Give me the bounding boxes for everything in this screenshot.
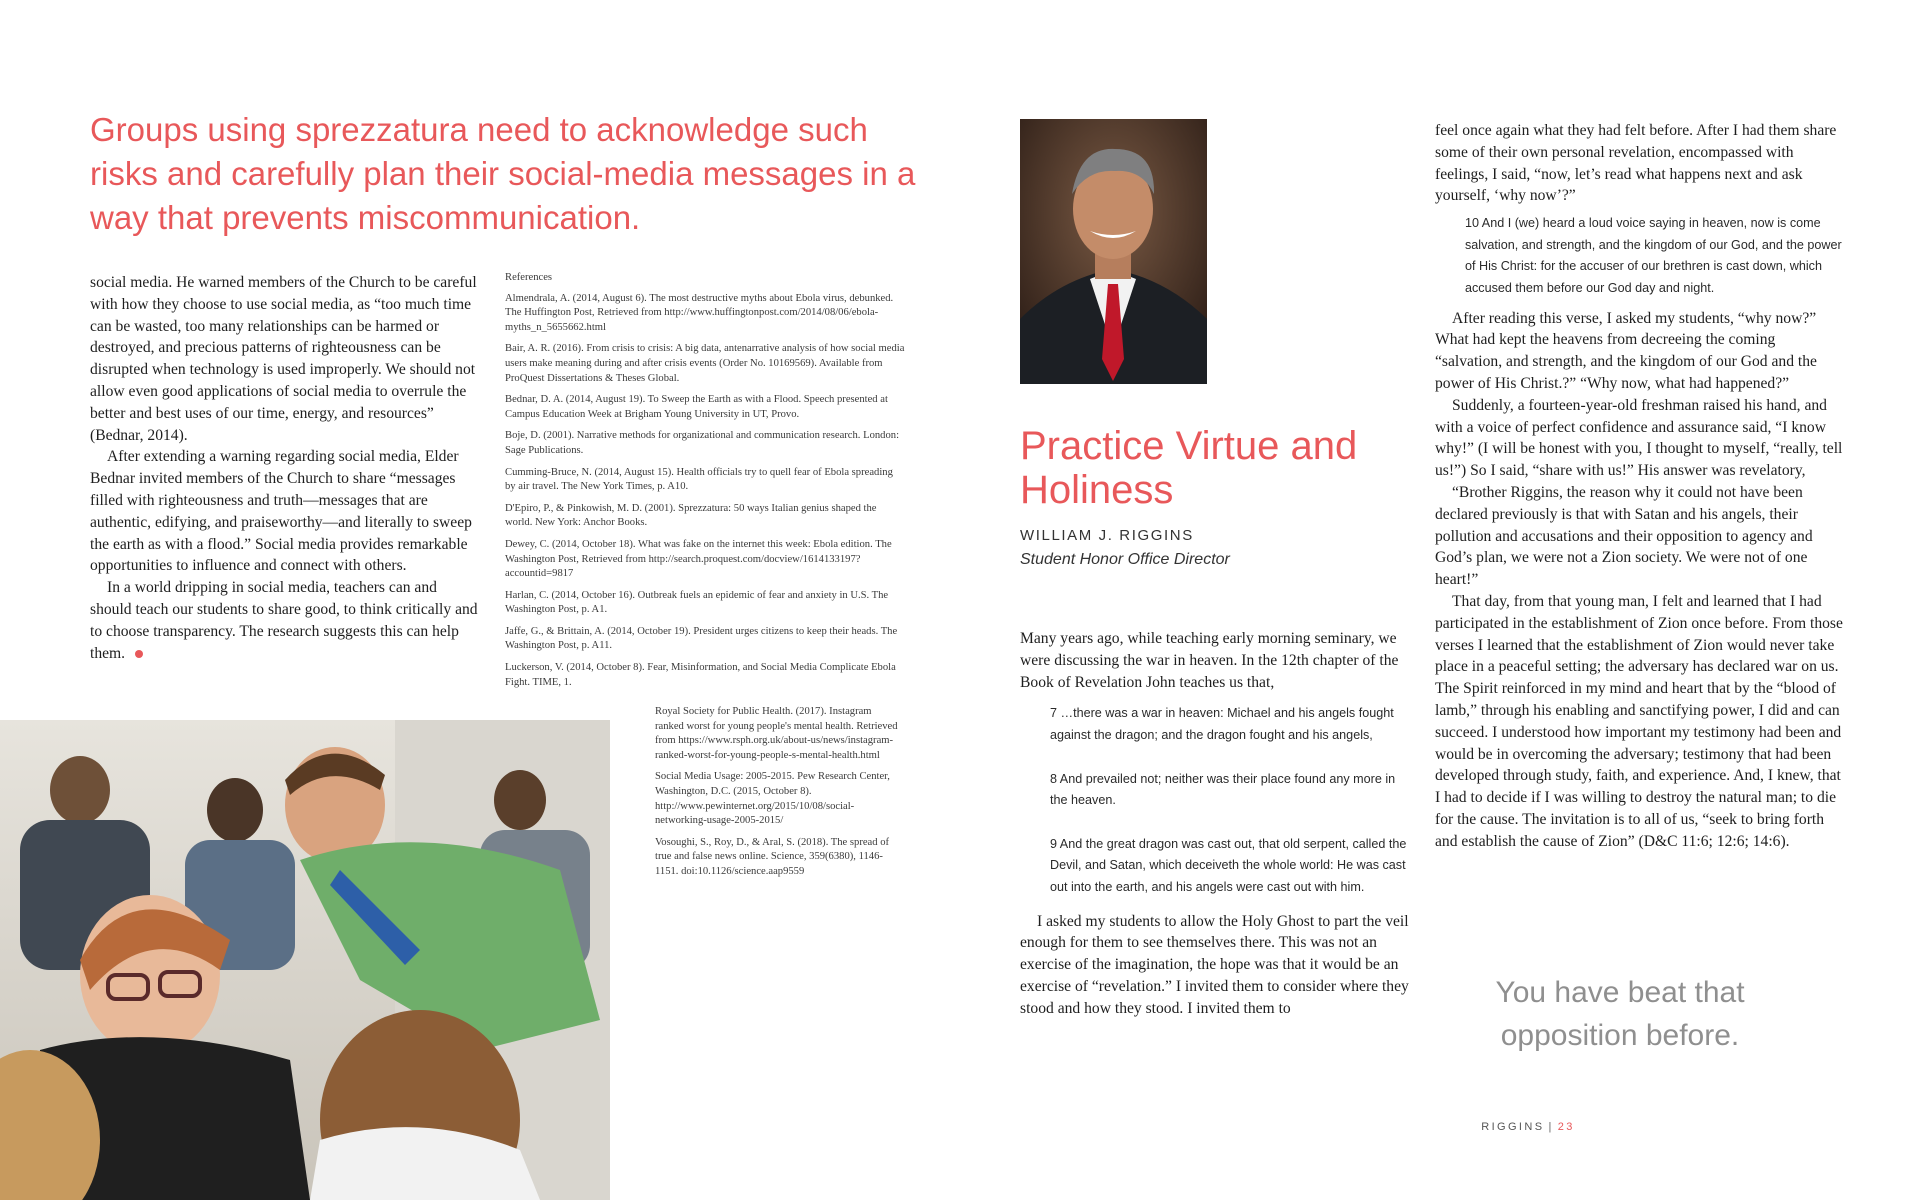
author-role: Student Honor Office Director (1020, 551, 1230, 568)
body-paragraph: After reading this verse, I asked my students, “why now?” What had kept the heavens from decreeing the coming “salvation, and strength, and the kingdom of our God and the power of His Christ.?” “Why now, what had happened?” (1435, 309, 1817, 392)
page-number: 23 (1557, 1121, 1575, 1133)
reference-item: Vosoughi, S., Roy, D., & Aral, S. (2018). The spread of true and false news online. Science, 359(6380), 1146-1151. doi:10.1126/science.aap9559 (655, 836, 890, 877)
classroom-photo (0, 720, 610, 1200)
references-list-continued (655, 705, 900, 887)
right-page (960, 0, 1920, 1200)
body-paragraph: social media. He warned members of the Church to be careful with how they choose to use social media, as “too much time can be wasted, too many relationships can be harmed or destroyed, and precious patterns of righteousness can be disrupted when technology is used improperly. We should not allow even good applications of social media to overrule the better and best uses of our time, energy, and resources” (Bednar, 2014). (90, 274, 477, 444)
body-paragraph: Many years ago, while teaching early morning seminary, we were discussing the war in heaven. In the 12th chapter of the Book of Revelation John teaches us that, (1020, 630, 1399, 691)
article-body-left (90, 272, 480, 664)
references-heading: References (505, 272, 553, 283)
scripture-verse: 9 And the great dragon was cast out, that old serpent, called the Devil, and Satan, which deceiveth the whole world: He was cast out into the earth, and his angels were cast out with him. (1050, 836, 1407, 894)
author-portrait-image (1020, 119, 1207, 384)
pull-quote: Groups using sprezzatura need to acknowledge such risks and carefully plan their social-media messages in a way that prevents miscommunication. (90, 111, 916, 236)
reference-item: Cumming-Bruce, N. (2014, August 15). Health officials try to quell fear of Ebola spreading by air travel. The New York Times, p. A10. (505, 466, 893, 493)
scripture-verse: 8 And prevailed not; neither was their place found any more in the heaven. (1050, 771, 1396, 808)
end-mark-icon (135, 650, 143, 658)
body-paragraph (90, 577, 480, 664)
reference-item: D'Epiro, P., & Pinkowish, M. D. (2001). Sprezzatura: 50 ways Italian genius shaped the world. New York: Anchor Books. (505, 502, 877, 529)
body-paragraph: After extending a warning regarding social media, Elder Bednar invited members of the Church to share “messages filled with righteousness and truth—messages that are authentic, edifying, and praiseworthy—and literally to sweep the earth as with a flood.” Social media provides remarkable opportunities to influence and connect with others. (90, 448, 472, 575)
footer-separator: | (1548, 1121, 1554, 1133)
scripture-verse: 7 …there was a war in heaven: Michael and his angels fought against the dragon; and the dragon fought and his angels, (1050, 706, 1394, 742)
article-body-right (1435, 120, 1845, 852)
page-footer (1378, 1121, 1678, 1133)
running-footer-name: RIGGINS (1481, 1121, 1545, 1133)
body-paragraph: I asked my students to allow the Holy Ghost to part the veil enough for them to see themselves there. This was not an exercise of the imagination, the hope was that it would be an exercise of “revelation.” I invited them to consider where they stood and how they stood. I invited them to (1020, 912, 1409, 1017)
body-paragraph-text: In a world dripping in social media, teachers can and should teach our students to share good, to think critically and to choose transparency. The research suggests this can help them. (90, 579, 478, 662)
reference-item: Boje, D. (2001). Narrative methods for organizational and communication research. London: Sage Publications. (505, 430, 900, 456)
body-paragraph: “Brother Riggins, the reason why it could not have been declared previously is that with Satan and his angels, their pollution and accusations and their opposition to agency and God’s plan, we were not a Zion society. We were not of one heart!” (1435, 483, 1813, 589)
reference-item: Bednar, D. A. (2014, August 19). To Sweep the Earth as with a Flood. Speech presented at Campus Education Week at Brigham Young University in UT, Provo. (505, 394, 888, 420)
pull-quote: You have beat that opposition before. (1495, 976, 1745, 1052)
reference-item: Social Media Usage: 2005-2015. Pew Research Center, Washington, D.C. (2015, October 8). http://www.pewinternet.org/2015/10/08/social-networking-usage-2005-2015/ (655, 771, 890, 827)
scripture-verse: 10 And I (we) heard a loud voice saying in heaven, now is come salvation, and strength, and the kingdom of our God, and the power of His Christ: for the accuser of our brethren is cast down, which accused them before our God day and night. (1465, 216, 1842, 295)
article-title: Practice Virtue and Holiness (1020, 424, 1358, 512)
reference-item: Jaffe, G., & Brittain, A. (2014, October 19). President urges citizens to keep their heads. The Washington Post, p. A11. (505, 625, 898, 652)
scripture-block (1020, 703, 1412, 898)
reference-item: Royal Society for Public Health. (2017). Instagram ranked worst for young people's mental health. Retrieved from https://www.rsph.org.uk/about-us/news/instagram-ranked-worst-for-young-people-s-mental-health.html (655, 706, 898, 761)
reference-item: Luckerson, V. (2014, October 8). Fear, Misinformation, and Social Media Complicate Ebola Fight. TIME, 1. (505, 662, 896, 688)
scripture-block (1435, 213, 1845, 299)
author-portrait (1020, 119, 1207, 384)
article-body-middle (1020, 628, 1412, 1020)
reference-item: Harlan, C. (2014, October 16). Outbreak fuels an epidemic of fear and anxiety in U.S. The Washington Post, p. A1. (505, 589, 889, 616)
reference-item: Dewey, C. (2014, October 18). What was fake on the internet this week: Ebola edition. The Washington Post, Retrieved from http://search.proquest.com/docview/1614133197?accountid=9817 (505, 538, 892, 580)
classroom-photo-image (0, 720, 610, 1200)
body-paragraph: feel once again what they had felt before. After I had them share some of their own personal revelation, encompassed with feelings, I said, “now, let’s read what happens next and ask yourself, ‘why now’?” (1435, 122, 1837, 205)
reference-item: Almendrala, A. (2014, August 6). The most destructive myths about Ebola virus, debunked. The Huffington Post, Retrieved from http://www.huffingtonpost.com/2014/08/06/ebola-myths_n_5655662.html (505, 292, 894, 333)
reference-item: Bair, A. R. (2016). From crisis to crisis: A big data, antenarrative analysis of how social media users make meaning during and after crisis events (Order No. 10169569). Available from ProQuest Dissertations & Theses Global. (505, 343, 905, 384)
body-paragraph: Suddenly, a fourteen-year-old freshman raised his hand, and with a voice of perfect confidence and assurance said, “I know why!” (I will be honest with you, I thought to myself, “really, tell us!”) So I said, “share with us!” His answer was revelatory, (1435, 396, 1843, 480)
author-name: WILLIAM J. RIGGINS (1020, 527, 1194, 544)
references-list (505, 271, 905, 697)
body-paragraph: That day, from that young man, I felt and learned that I had participated in the establishment of Zion once before. From those verses I learned that the establishment of Zion would never take place in a peaceful setting; the adversary has declared war on us. The Spirit reinforced in my mind and heart that by the “blood of lamb,” through his enabling and sanctifying power, I did and can succeed. I understood how important my testimony had been and would be in overcoming the adversary; testimony that had been developed through study, faith, and experience. And, I knew, that I had to decide if I was willing to destroy the natural man; to die for the cause. The invitation is to all of us, “seek to bring forth and establish the cause of Zion” (D&C 11:6; 12:6; 14:6). (1435, 592, 1843, 850)
